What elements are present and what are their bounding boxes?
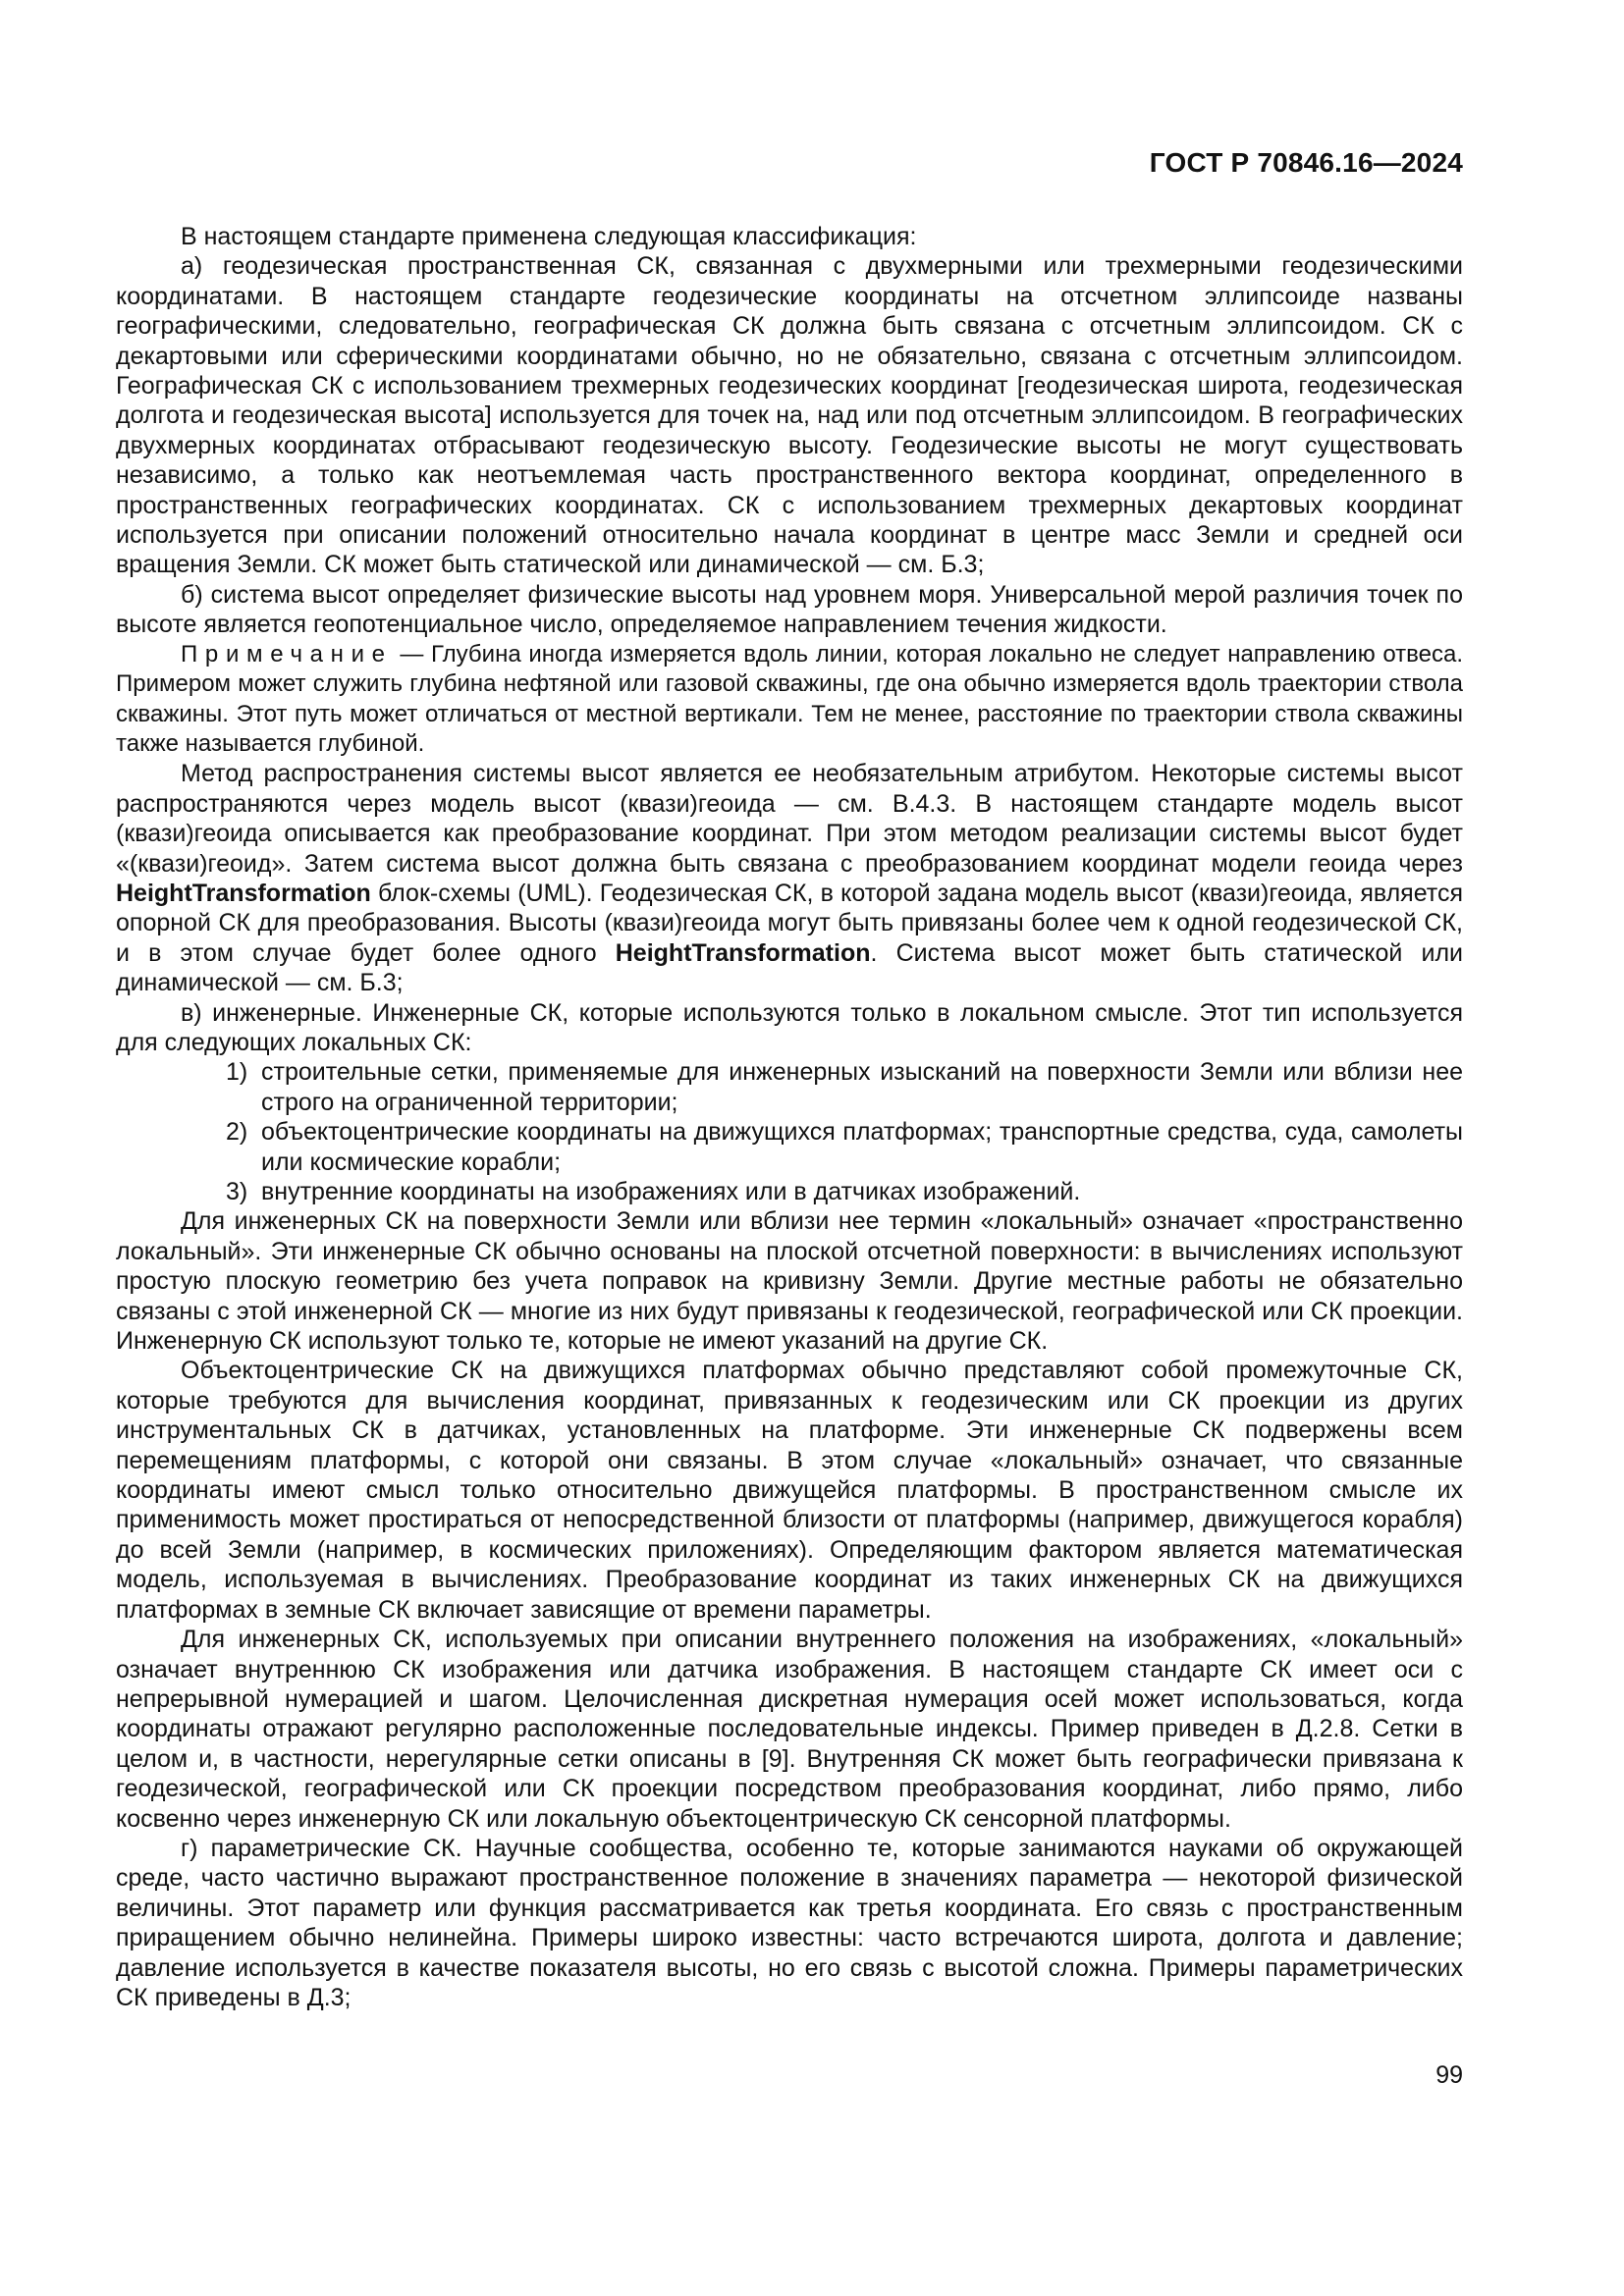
intro-paragraph: В настоящем стандарте применена следующая классификация: (181, 223, 917, 250)
objectcentric-paragraph: Объектоцентрические СК на движущихся платформах обычно представляют собой промежуточные СК, которые требуются для вычисления координат, привязанных к геодезическим или СК проекции из других инструментальных СК в датчиках, установленных на платформе. Эти инженерные СК подвержены всем перемещениям платформы, с которой они связаны. В этом случае «локальный» означает, что связанные координаты имеют смысл только относительно движущейся платформы. В пространственном смысле их применимость может простираться от непосредственной близости от платформы (например, движущегося корабля) до всей Земли (например, в космических приложениях). Определяющим фактором является математическая модель, используемая в вычислениях. Преобразование координат из таких инженерных СК на движущихся платформах в земные СК включает зависящие от времени параметры. (116, 1357, 1463, 1624)
classification-item-v: в) инженерные. Инженерные СК, которые используются только в локальном смысле. Этот тип используется для следующих локальных СК: (116, 998, 1463, 1056)
height-transformation-term-1: HeightTransformation (116, 879, 371, 907)
sublist-item-2 (116, 1117, 1463, 1177)
engineering-local-paragraph: Для инженерных СК на поверхности Земли или вблизи нее термин «локальный» означает «пространственно локальный». Эти инженерные СК обычно основаны на плоской отсчетной поверхности: в вычислениях используют простую плоскую геометрию без учета поправок на кривизну Земли. Другие местные работы не обязательно связаны с этой инженерной СК — многие из них будут привязаны к геодезической, географической или СК проекции. Инженерную СК используют только те, которые не имеют указаний на другие СК. (116, 1207, 1463, 1356)
note-paragraph (116, 640, 1463, 760)
sublist-item-3-number: 3) (226, 1178, 248, 1205)
height-transformation-term-2: HeightTransformation (615, 938, 871, 967)
sublist-item-2-number: 2) (226, 1118, 248, 1147)
height-method-paragraph (116, 759, 1463, 997)
method-text-1: Метод распространения системы высот является ее необязательным атрибутом. Некоторые системы высот распространяются через модель высот (квази)геоида — см. В.4.3. В настоящем стандарте модель высот (квази)геоида описывается как преобразование координат. При этом методом реализации системы высот будет «(квази)геоид». Затем система высот должна быть связана с преобразованием координат модели геоида через (116, 760, 1463, 878)
classification-item-a: а) геодезическая пространственная СК, связанная с двухмерными или трехмерными геодезическими координатами. В настоящем стандарте геодезические координаты на отсчетном эллипсоиде названы географическими, следовательно, географическая СК должна быть связана с отсчетным эллипсоидом. СК с декартовыми или сферическими координатами обычно, но не обязательно, связана с отсчетным эллипсоидом. Географическая СК с использованием трехмерных геодезических координат [геодезическая широта, геодезическая долгота и геодезическая высота] используется для точек на, над или под отсчетным эллипсоидом. В географических двухмерных координатах отбрасывают геодезическую высоту. Геодезические высоты не могут существовать независимо, а только как неотъемлемая часть пространственного вектора координат, определенного в пространственных географических координатах. СК с использованием трехмерных декартовых координат используется при описании положений относительно начала координат в центре масс Земли и средней оси вращения Земли. СК может быть статической или динамической — см. Б.3; (116, 252, 1463, 579)
sublist-item-3 (116, 1177, 1463, 1206)
page-number: 99 (1435, 2061, 1463, 2089)
document-body (116, 222, 1463, 2012)
classification-item-g: г) параметрические СК. Научные сообщества, особенно те, которые занимаются науками об окружающей среде, часто частично выражают пространственное положение в значениях параметра — некоторой физической величины. Этот параметр или функция рассматривается как третья координата. Его связь с пространственным приращением обычно нелинейна. Примеры широко известны: часто встречаются широта, долгота и давление; давление используется в качестве показателя высоты, но его связь с высотой сложна. Примеры параметрических СК приведены в Д.3; (116, 1834, 1463, 2011)
sublist-item-3-text: внутренние координаты на изображениях или в датчиках изображений. (261, 1178, 1081, 1205)
image-internal-paragraph: Для инженерных СК, используемых при описании внутреннего положения на изображениях, «локальный» означает внутреннюю СК изображения или датчика изображения. В настоящем стандарте СК имеет оси с непрерывной нумерацией и шагом. Целочисленная дискретная нумерация осей может использоваться, когда координаты отражают регулярно расположенные последовательные индексы. Пример приведен в Д.2.8. Сетки в целом и, в частности, нерегулярные сетки описаны в [9]. Внутренняя СК может быть географически привязана к геодезической, географической или СК проекции посредством преобразования координат, либо прямо, либо косвенно через инженерную СК или локальную объектоцентрическую СК сенсорной платформы. (116, 1626, 1463, 1833)
note-label: Примечание (181, 640, 393, 667)
sublist-item-1-number: 1) (226, 1058, 248, 1087)
sublist-item-2-text: объектоцентрические координаты на движущихся платформах; транспортные средства, суда, самолеты или космические корабли; (261, 1118, 1463, 1176)
document-code-header: ГОСТ Р 70846.16—2024 (1149, 147, 1463, 178)
sublist-item-1 (116, 1057, 1463, 1117)
sublist-item-1-text: строительные сетки, применяемые для инженерных изысканий на поверхности Земли или вблизи нее строго на ограниченной территории; (261, 1058, 1463, 1116)
note-text: — Глубина иногда измеряется вдоль линии, которая локально не следует направлению отвеса. Примером может служить глубина нефтяной или газовой скважины, где она обычно измеряется вдоль траектории ствола скважины. Этот путь может отличаться от местной вертикали. Тем не менее, расстояние по траектории ствола скважины также называется глубиной. (116, 640, 1463, 757)
method-text-2: блок-схемы (UML). Геодезическая СК, в которой задана модель высот (квази)геоида, является опорной СК для преобразования. Высоты (квази)геоида могут быть привязаны более чем к одной геодезической СК, и в этом случае будет более одного (116, 879, 1463, 967)
classification-item-b: б) система высот определяет физические высоты над уровнем моря. Универсальной мерой различия точек по высоте является геопотенциальное число, определяемое направлением течения жидкости. (116, 580, 1463, 639)
method-text-3: . Система высот может быть статической или динамической — см. Б.3; (116, 938, 1463, 997)
